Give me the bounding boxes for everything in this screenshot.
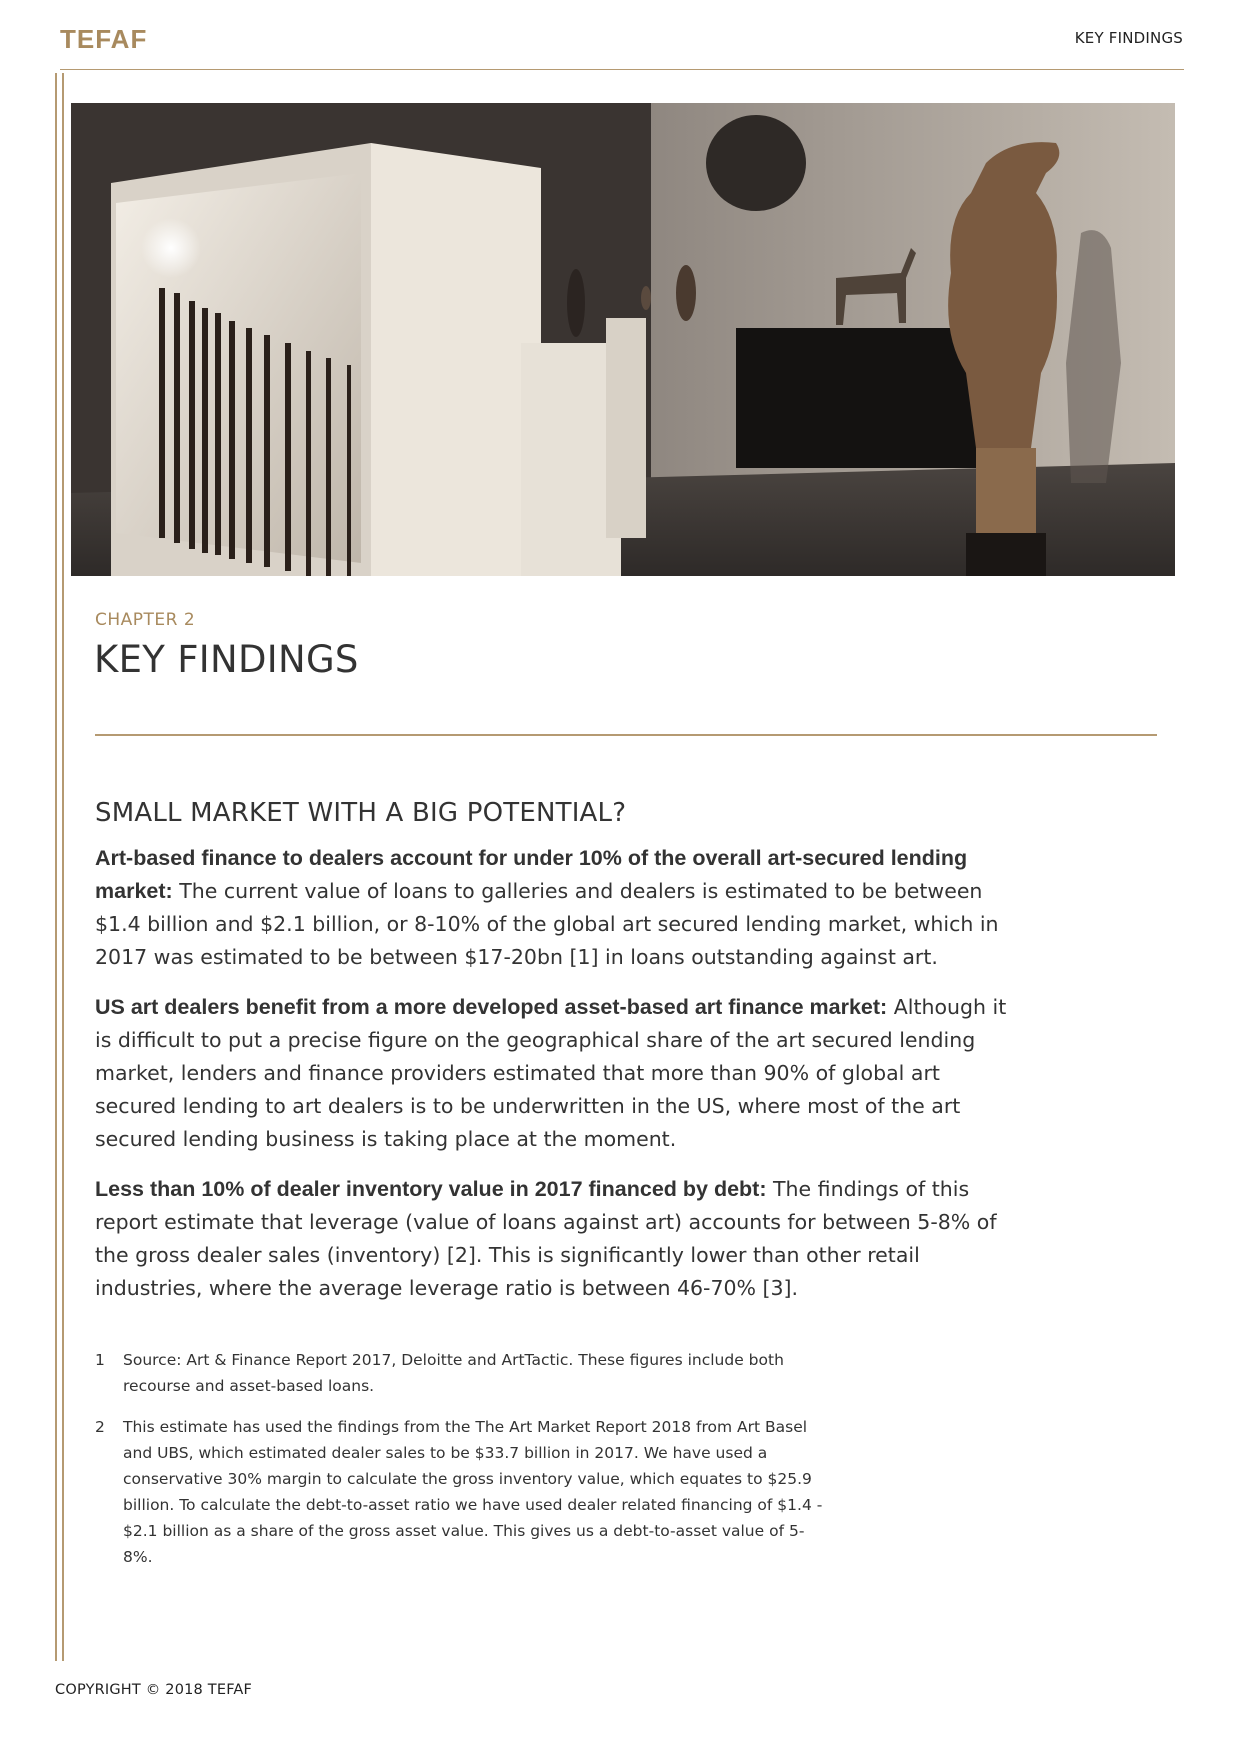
tefaf-logo: TEFAF: [60, 24, 148, 54]
footnote-number: 1: [95, 1351, 105, 1369]
chapter-title: KEY FINDINGS: [94, 638, 359, 681]
paragraph: [95, 991, 1020, 1156]
paragraph: [95, 842, 1020, 974]
chapter-rule: [95, 734, 1157, 736]
margin-rule-inner: [62, 73, 64, 1661]
footnote: [95, 1347, 825, 1399]
paragraph-lead: US art dealers benefit from a more developed asset-based art finance market:: [95, 995, 888, 1019]
chapter-label: CHAPTER 2: [95, 610, 196, 630]
section-title: SMALL MARKET WITH A BIG POTENTIAL?: [95, 798, 627, 828]
footnote-number: 2: [95, 1418, 105, 1436]
body-text: [95, 842, 1020, 1322]
hero-image: [71, 103, 1175, 576]
footnotes: [95, 1347, 825, 1585]
footnote-text: This estimate has used the findings from the The Art Market Report 2018 from Art Basel and UBS, which estimated dealer sales to be $33.7 billion in 2017. We have used a conservative 30% margin to calculate the gross inventory value, which equates to $25.9 billion. To calculate the debt-to-asset ratio we have used dealer related financing of $1.4 - $2.1 billion as a share of the gross asset value. This gives us a debt-to-asset value of 5-8%.: [123, 1418, 823, 1566]
paragraph: [95, 1173, 1020, 1305]
copyright-notice: COPYRIGHT © 2018 TEFAF: [55, 1682, 253, 1698]
header-rule: [60, 69, 1184, 70]
paragraph-lead: Less than 10% of dealer inventory value in 2017 financed by debt:: [95, 1177, 767, 1201]
paragraph-lead: Art-based finance to dealers account for under 10% of the overall art-secured lending market:: [95, 846, 968, 903]
margin-rule-outer: [55, 73, 57, 1661]
paragraph-body: The findings of this report estimate that leverage (value of loans against art) accounts for between 5-8% of the gross dealer sales (inventory) [2]. This is significantly lower than other retail industries, where the average leverage ratio is between 46-70% [3].: [95, 1177, 997, 1300]
paragraph-body: Although it is difficult to put a precise figure on the geographical share of the art secured lending market, lenders and finance providers estimated that more than 90% of global art secured lending to art dealers is to be underwritten in the US, where most of the art secured lending business is taking place at the moment.: [95, 995, 1007, 1151]
paragraph-body: The current value of loans to galleries and dealers is estimated to be between $1.4 billion and $2.1 billion, or 8-10% of the global art secured lending market, which in 2017 was estimated to be between $17-20bn [1] in loans outstanding against art.: [95, 879, 999, 969]
footnote-text: Source: Art & Finance Report 2017, Deloitte and ArtTactic. These figures include both recourse and asset-based loans.: [123, 1351, 784, 1395]
footnote: [95, 1414, 825, 1570]
running-head: KEY FINDINGS: [1074, 29, 1183, 47]
